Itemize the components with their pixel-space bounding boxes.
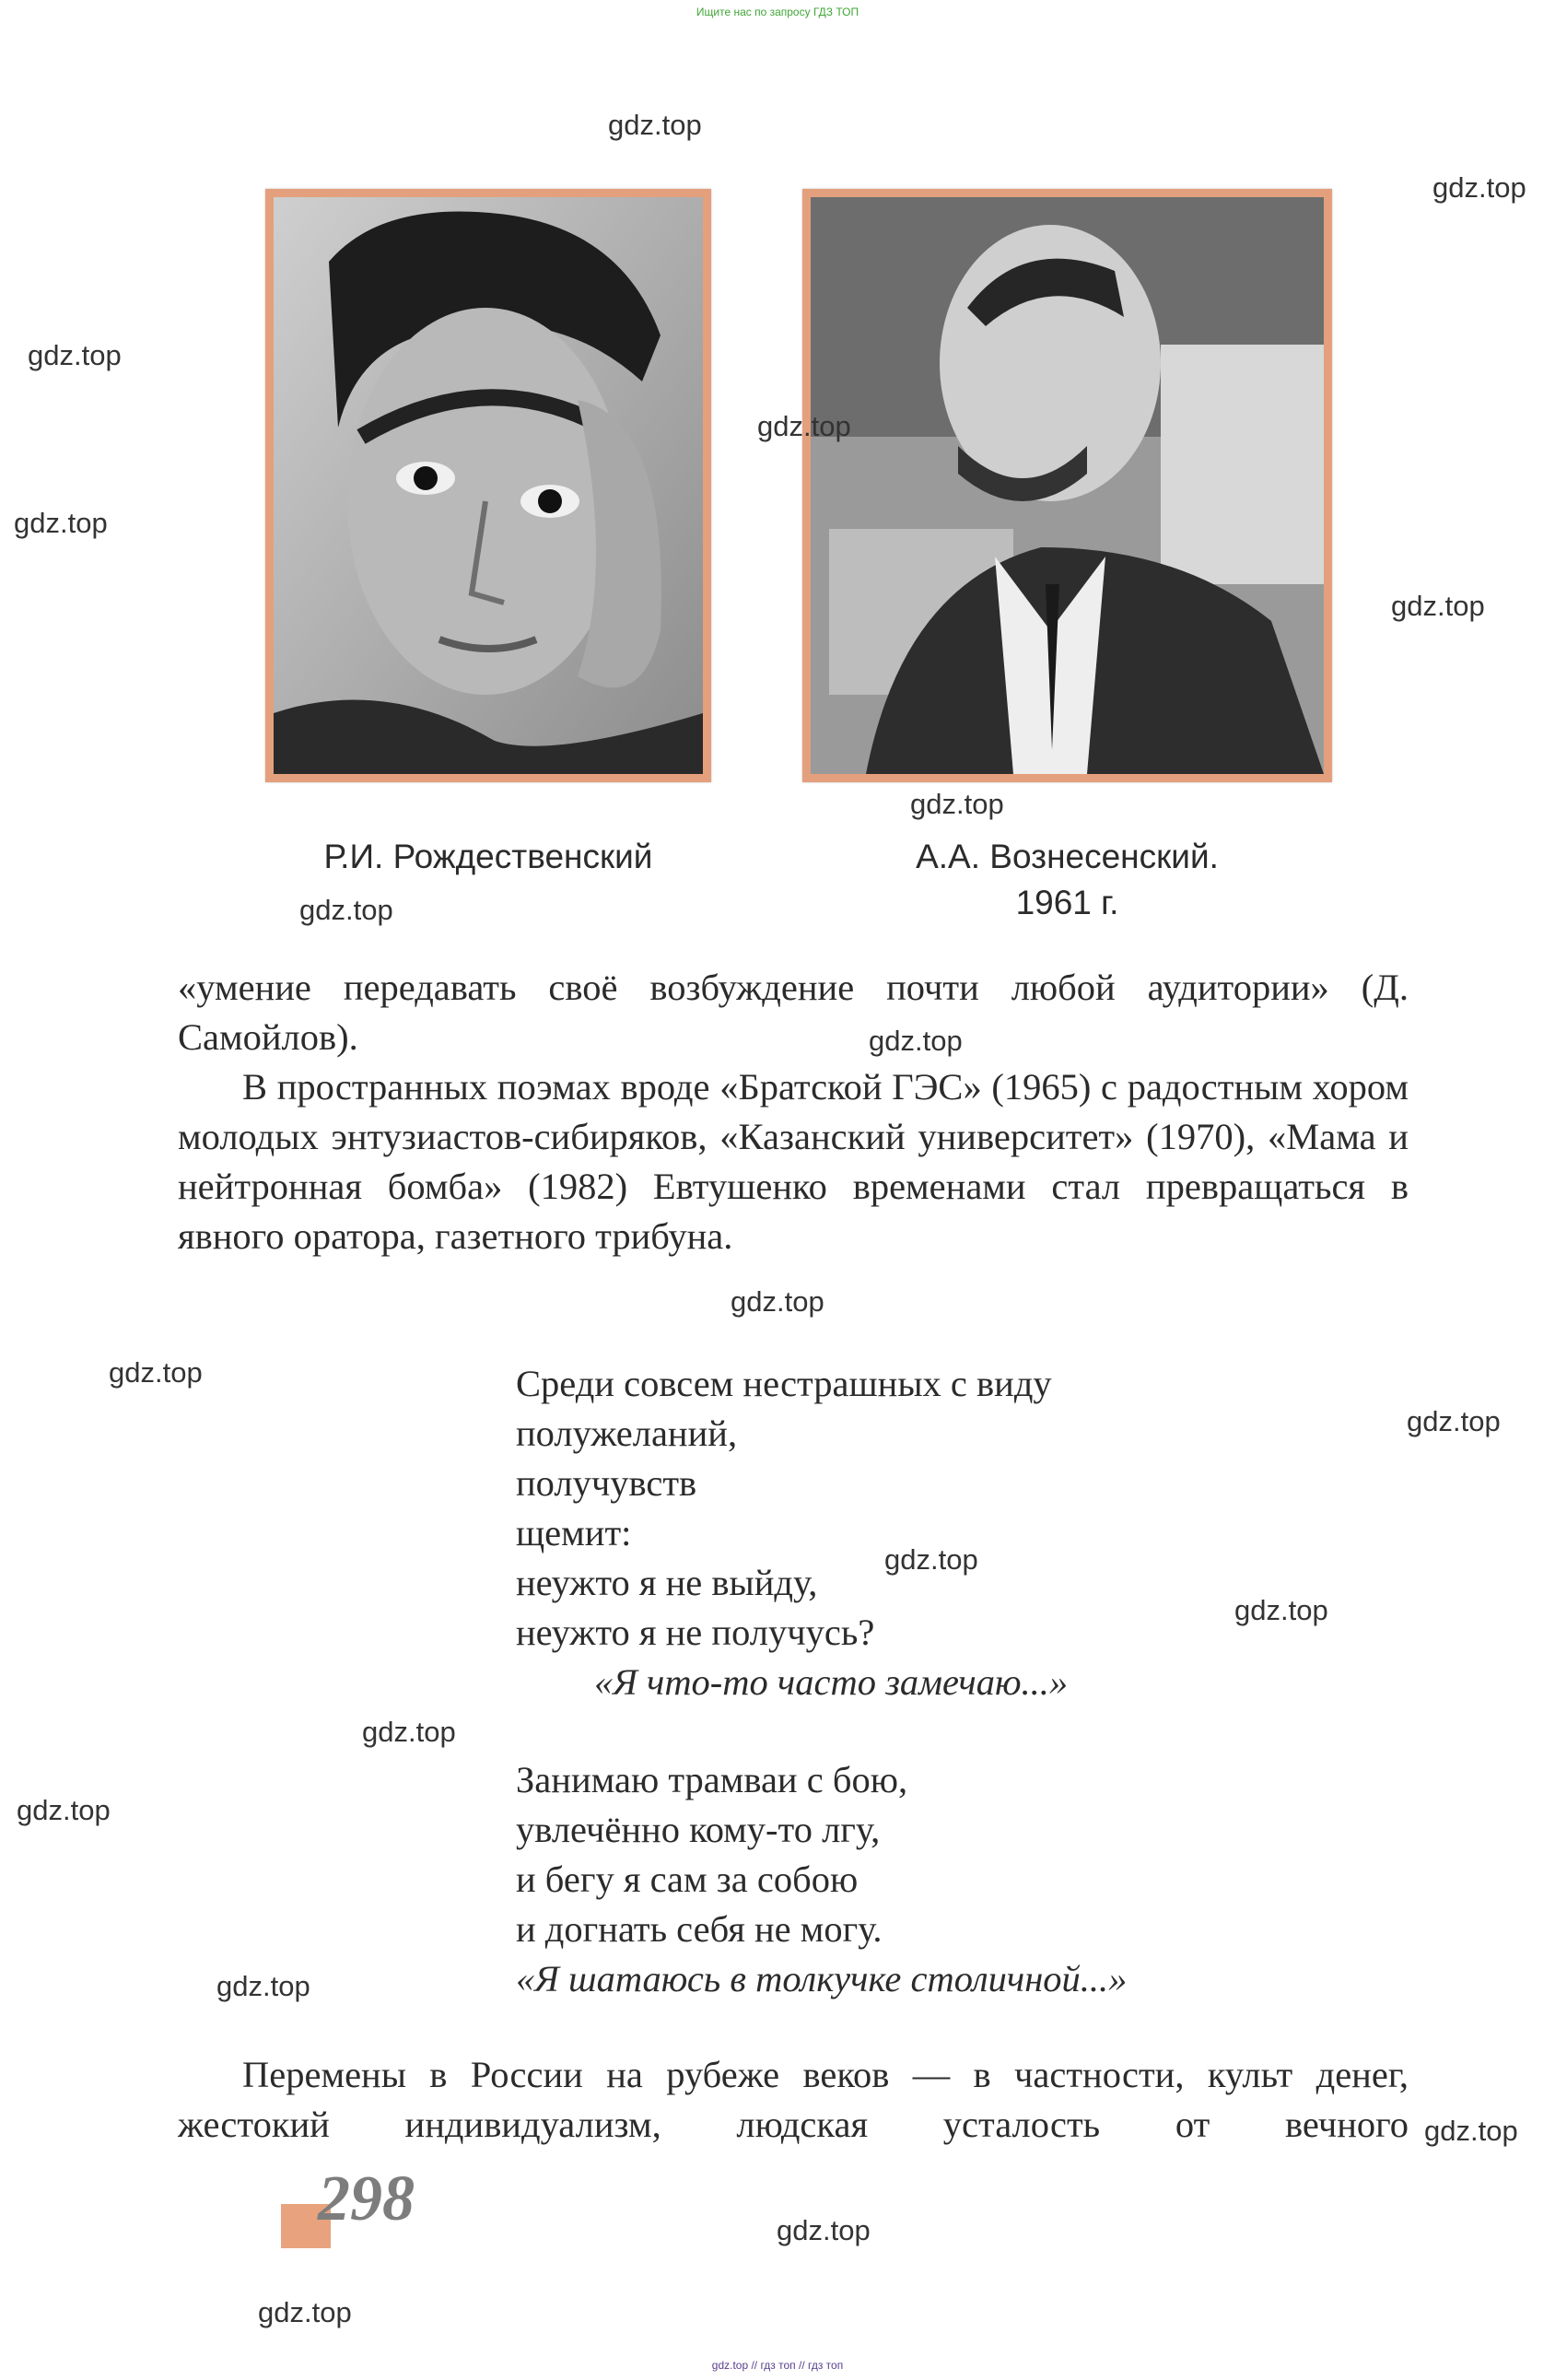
watermark: gdz.top	[216, 1970, 310, 2002]
poem-excerpt-1	[516, 1359, 1068, 1707]
poem-line: увлечённо кому-то лгу,	[516, 1809, 881, 1850]
page-number: 298	[318, 2163, 415, 2234]
watermark: gdz.top	[362, 1716, 456, 1748]
watermark: gdz.top	[757, 410, 851, 442]
top-search-notice: Ищите нас по запросу ГДЗ ТОП	[696, 6, 859, 18]
watermark: gdz.top	[869, 1025, 963, 1057]
watermark: gdz.top	[1391, 590, 1485, 622]
caption-rozhdestvensky: Р.И. Рождественский	[323, 838, 653, 875]
poem-line: щемит:	[516, 1512, 632, 1553]
poem-line: полужеланий,	[516, 1413, 738, 1454]
body-text-top	[178, 963, 1409, 1261]
paragraph: В пространных поэмах вроде «Братской ГЭС» (1965) с радостным хором молодых энтузиастов-сибиряков, «Казанский университет» (1970), «Мама и нейтронная бомба» (1982) Евтушенко временами стал превращаться в явного оратора, газетного трибуна.	[178, 1066, 1409, 1257]
portrait-rozhdestvensky	[265, 189, 711, 782]
poem-line: получувств	[516, 1462, 697, 1504]
poem-source: «Я что-то часто замечаю...»	[594, 1661, 1069, 1703]
watermark: gdz.top	[109, 1356, 203, 1389]
paragraph: «умение передавать своё возбуждение почти любой аудитории» (Д. Самойлов).	[178, 967, 1409, 1058]
watermark: gdz.top	[1432, 171, 1526, 204]
poem-line: неужто я не получусь?	[516, 1612, 875, 1653]
poem-line: и бегу я сам за собою	[516, 1858, 859, 1900]
watermark: gdz.top	[1407, 1405, 1501, 1437]
watermark: gdz.top	[258, 2296, 352, 2328]
watermark: gdz.top	[14, 507, 108, 539]
poem-line: Занимаю трамваи с бою,	[516, 1759, 908, 1800]
poem-line: Среди совсем нестрашных с виду	[516, 1363, 1052, 1404]
body-text-bottom	[178, 2050, 1409, 2150]
portrait-voznesensky	[802, 189, 1332, 782]
watermark: gdz.top	[731, 1285, 824, 1318]
paragraph: Перемены в России на рубеже веков — в частности, культ денег, жестокий индивидуализм, людская усталость от вечного	[178, 2054, 1409, 2145]
poem-line: и догнать себя не могу.	[516, 1908, 883, 1950]
footer-links: gdz.top // гдз топ // гдз топ	[711, 2359, 844, 2372]
watermark: gdz.top	[1424, 2115, 1518, 2147]
watermark: gdz.top	[299, 894, 393, 926]
watermark: gdz.top	[608, 109, 702, 141]
watermark: gdz.top	[884, 1543, 978, 1576]
watermark: gdz.top	[28, 339, 122, 371]
watermark: gdz.top	[777, 2214, 871, 2246]
caption-voznesensky-name: А.А. Вознесенский.	[916, 838, 1219, 875]
watermark: gdz.top	[17, 1794, 111, 1826]
poem-excerpt-2	[516, 1755, 1127, 2004]
watermark: gdz.top	[1234, 1594, 1328, 1626]
caption-voznesensky-year: 1961 г.	[1015, 884, 1119, 921]
poem-line: неужто я не выйду,	[516, 1562, 818, 1603]
poem-source: «Я шатаюсь в толкучке столичной...»	[516, 1958, 1128, 1999]
watermark: gdz.top	[910, 788, 1004, 820]
